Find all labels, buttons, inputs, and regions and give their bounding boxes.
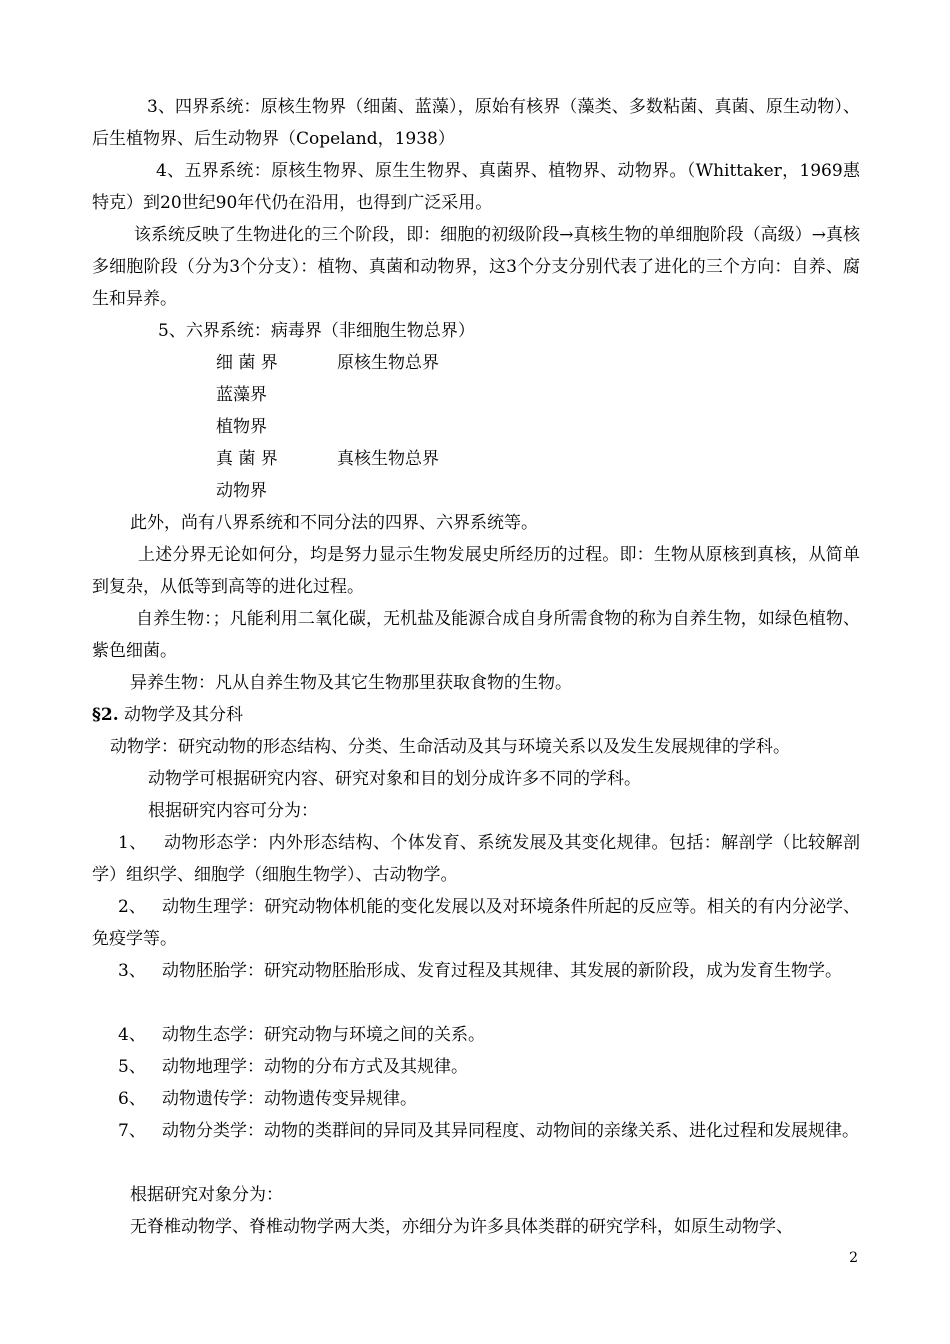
section-heading (92, 699, 243, 731)
section-title: 动物学及其分科 (124, 705, 244, 725)
list-item: 7、 动物分类学：动物的类群间的异同及其异同程度、动物间的亲缘关系、进化过程和发展规律。 (118, 1121, 860, 1141)
section-number: §2. (92, 705, 119, 725)
paragraph-evolution-stages: 该系统反映了生物进化的三个阶段，即：细胞的初级阶段→真核生物的单细胞阶段（高级）→真核多细胞阶段（分为3个分支）：植物、真菌和动物界，这3个分支分别代表了进化的三个方向：自养、腐生和异养。 (92, 225, 860, 309)
page-number: 2 (849, 1250, 858, 1266)
kingdom-cyanobacteria: 蓝藻界 (216, 385, 267, 405)
list-item: 1、 动物形态学：内外形态结构、个体发育、系统发展及其变化规律。包括：解剖学（比较解剖学）组织学、细胞学（细胞生物学）、古动物学。 (92, 833, 860, 885)
list-item: 3、 动物胚胎学：研究动物胚胎形成、发育过程及其规律、其发展的新阶段，成为发育生物学。 (118, 961, 843, 981)
list-item: 5、 动物地理学：动物的分布方式及其规律。 (118, 1057, 469, 1077)
paragraph-other-systems: 此外，尚有八界系统和不同分法的四界、六界系统等。 (130, 513, 538, 533)
list-item: 2、 动物生理学：研究动物体机能的变化发展以及对环境条件所起的反应等。相关的有内分泌学、免疫学等。 (92, 897, 860, 949)
paragraph-classification-summary: 上述分界无论如何分，均是努力显示生物发展史所经历的过程。即：生物从原核到真核，从简单到复杂，从低等到高等的进化过程。 (92, 545, 860, 597)
paragraph-zoology-divisions: 动物学可根据研究内容、研究对象和目的划分成许多不同的学科。 (148, 769, 641, 789)
paragraph-by-content: 根据研究内容可分为： (148, 801, 318, 821)
group-prokaryote: 原核生物总界 (337, 353, 439, 373)
paragraph-heterotroph: 异养生物：凡从自养生物及其它生物那里获取食物的生物。 (130, 673, 572, 693)
paragraph-by-object: 根据研究对象分为： (130, 1185, 283, 1205)
paragraph-six-kingdom: 5、六界系统：病毒界（非细胞生物总界） (158, 321, 475, 341)
kingdom-bacteria: 细 菌 界 (216, 353, 278, 373)
paragraph-autotroph: 自养生物：；凡能利用二氧化碳，无机盐及能源合成自身所需食物的称为自养生物，如绿色植物、紫色细菌。 (92, 609, 860, 661)
paragraph-five-kingdom: 4、五界系统：原核生物界、原生生物界、真菌界、植物界、动物界。（Whittaker，1969惠特克）到20世纪90年代仍在沿用，也得到广泛采用。 (92, 161, 860, 213)
kingdom-fungi: 真 菌 界 (216, 449, 278, 469)
list-item: 4、 动物生态学：研究动物与环境之间的关系。 (118, 1025, 486, 1045)
paragraph-zoology-definition: 动物学：研究动物的形态结构、分类、生命活动及其与环境关系以及发生发展规律的学科。 (110, 737, 790, 757)
paragraph-vertebrate-invertebrate: 无脊椎动物学、脊椎动物学两大类，亦细分为许多具体类群的研究学科，如原生动物学、 (130, 1217, 793, 1237)
group-eukaryote: 真核生物总界 (337, 449, 439, 469)
kingdom-plant: 植物界 (216, 417, 267, 437)
list-item: 6、 动物遗传学：动物遗传变异规律。 (118, 1089, 418, 1109)
kingdom-animal: 动物界 (216, 481, 267, 501)
paragraph-four-kingdom: 3、四界系统：原核生物界（细菌、蓝藻），原始有核界（藻类、多数粘菌、真菌、原生动物）、后生植物界、后生动物界（Copeland，1938） (92, 97, 860, 149)
